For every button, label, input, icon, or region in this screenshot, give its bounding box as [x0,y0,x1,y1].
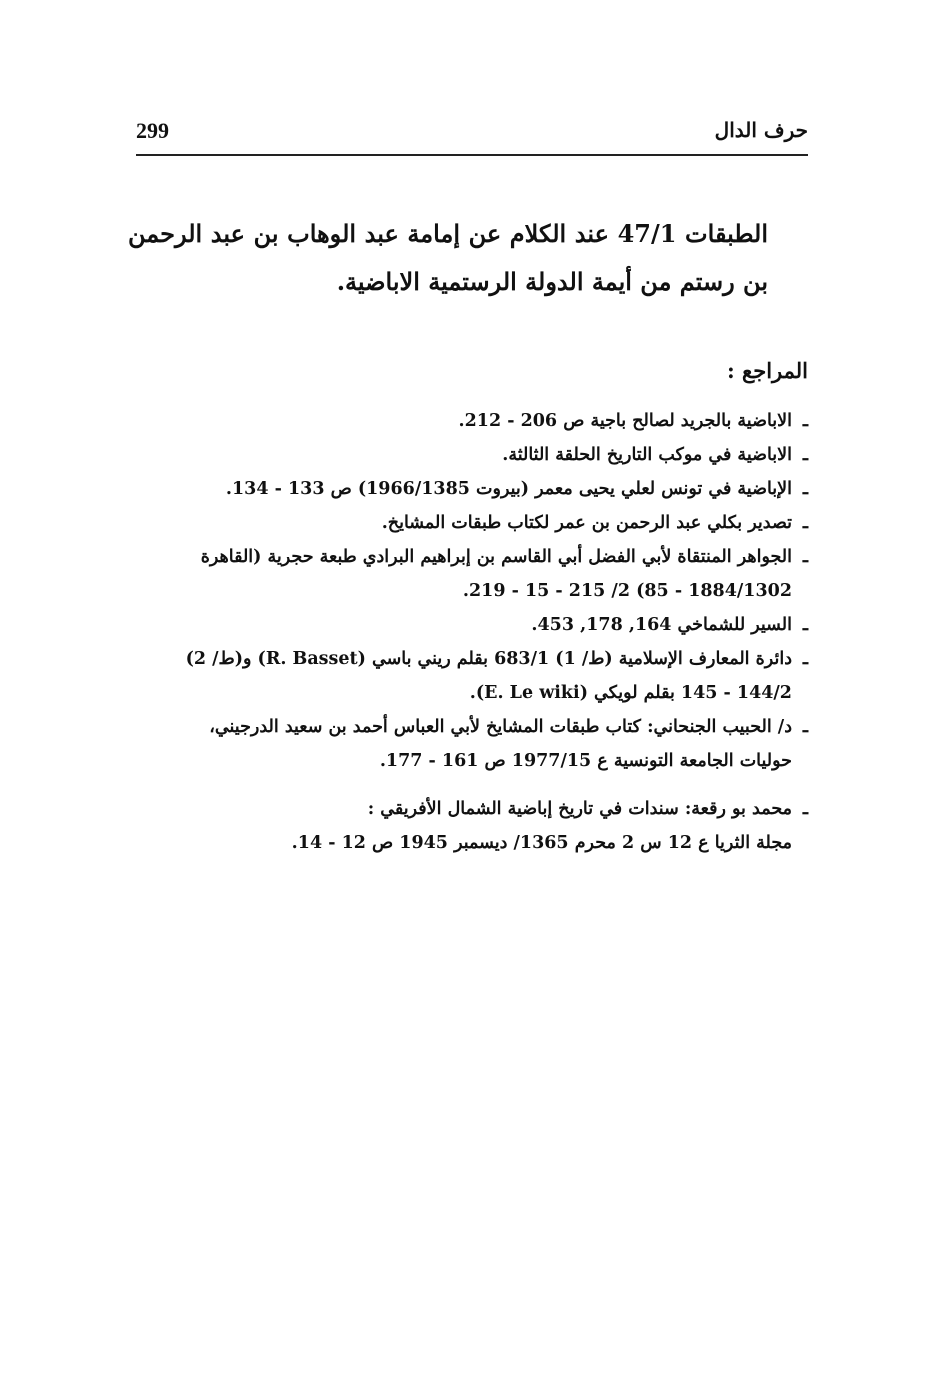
reference-text: دائرة المعارف الإسلامية (ط/ 1) 683/1 بقلم ريني باسي (R. Basset) و(ط/ 2) [185,649,792,669]
header-rule [136,154,808,156]
reference-text: الإباضية في تونس لعلي يحيى معمر (بيروت 1966/1385) ص 133 - 134. [225,479,792,499]
reference-dash: ـ [802,411,808,431]
reference-dash: ـ [802,479,808,499]
reference-item [133,792,808,860]
references-list [133,404,808,860]
reference-item [133,540,808,608]
body-paragraph: الطبقات 47/1 عند الكلام عن إمامة عبد الوهاب بن عبد الرحمن بن رستم من أيمة الدولة الرستمية الاباضية. [128,219,768,296]
reference-text: محمد بو رقعة: سندات في تاريخ إباضية الشمال الأفريقي : [367,799,792,819]
reference-text: د/ الحبيب الجنحاني: كتاب طبقات المشايخ لأبي العباس أحمد بن سعيد الدرجيني، [209,717,792,737]
reference-text: الاباضية في موكب التاريخ الحلقة الثالثة. [502,445,792,465]
reference-text-continued: 1884/1302 - 85) 2/ 215 - 15 - 219. [462,581,792,601]
reference-text-continued: حوليات الجامعة التونسية ع 1977/15 ص 161 - 177. [379,751,792,771]
reference-text: تصدير بكلي عبد الرحمن بن عمر لكتاب طبقات المشايخ. [381,513,792,533]
reference-dash: ـ [802,445,808,465]
reference-text-continued: مجلة الثريا ع 12 س 2 محرم 1365/ ديسمبر 1945 ص 12 - 14. [291,833,792,853]
reference-dash: ـ [802,717,808,737]
running-head: حرف الدال [714,118,808,142]
reference-item [133,472,808,506]
references-heading: المراجع : [726,358,808,383]
reference-item [133,404,808,438]
reference-item [133,710,808,778]
reference-dash: ـ [802,615,808,635]
page-number: 299 [136,118,169,143]
reference-text: الاباضية بالجريد لصالح باجية ص 206 - 212. [458,411,792,431]
reference-dash: ـ [802,649,808,669]
reference-item [133,642,808,710]
reference-item [133,506,808,540]
reference-dash: ـ [802,799,808,819]
reference-text: السير للشماخي 164, 178, 453. [531,615,792,635]
reference-item [133,438,808,472]
reference-item [133,608,808,642]
page-header [136,118,808,158]
reference-dash: ـ [802,513,808,533]
reference-dash: ـ [802,547,808,567]
reference-text-continued: 144/2 - 145 بقلم لويكي (E. Le wiki). [469,683,792,703]
reference-text: الجواهر المنتقاة لأبي الفضل أبي القاسم بن إبراهيم البرادي طبعة حجرية (القاهرة [200,547,792,567]
